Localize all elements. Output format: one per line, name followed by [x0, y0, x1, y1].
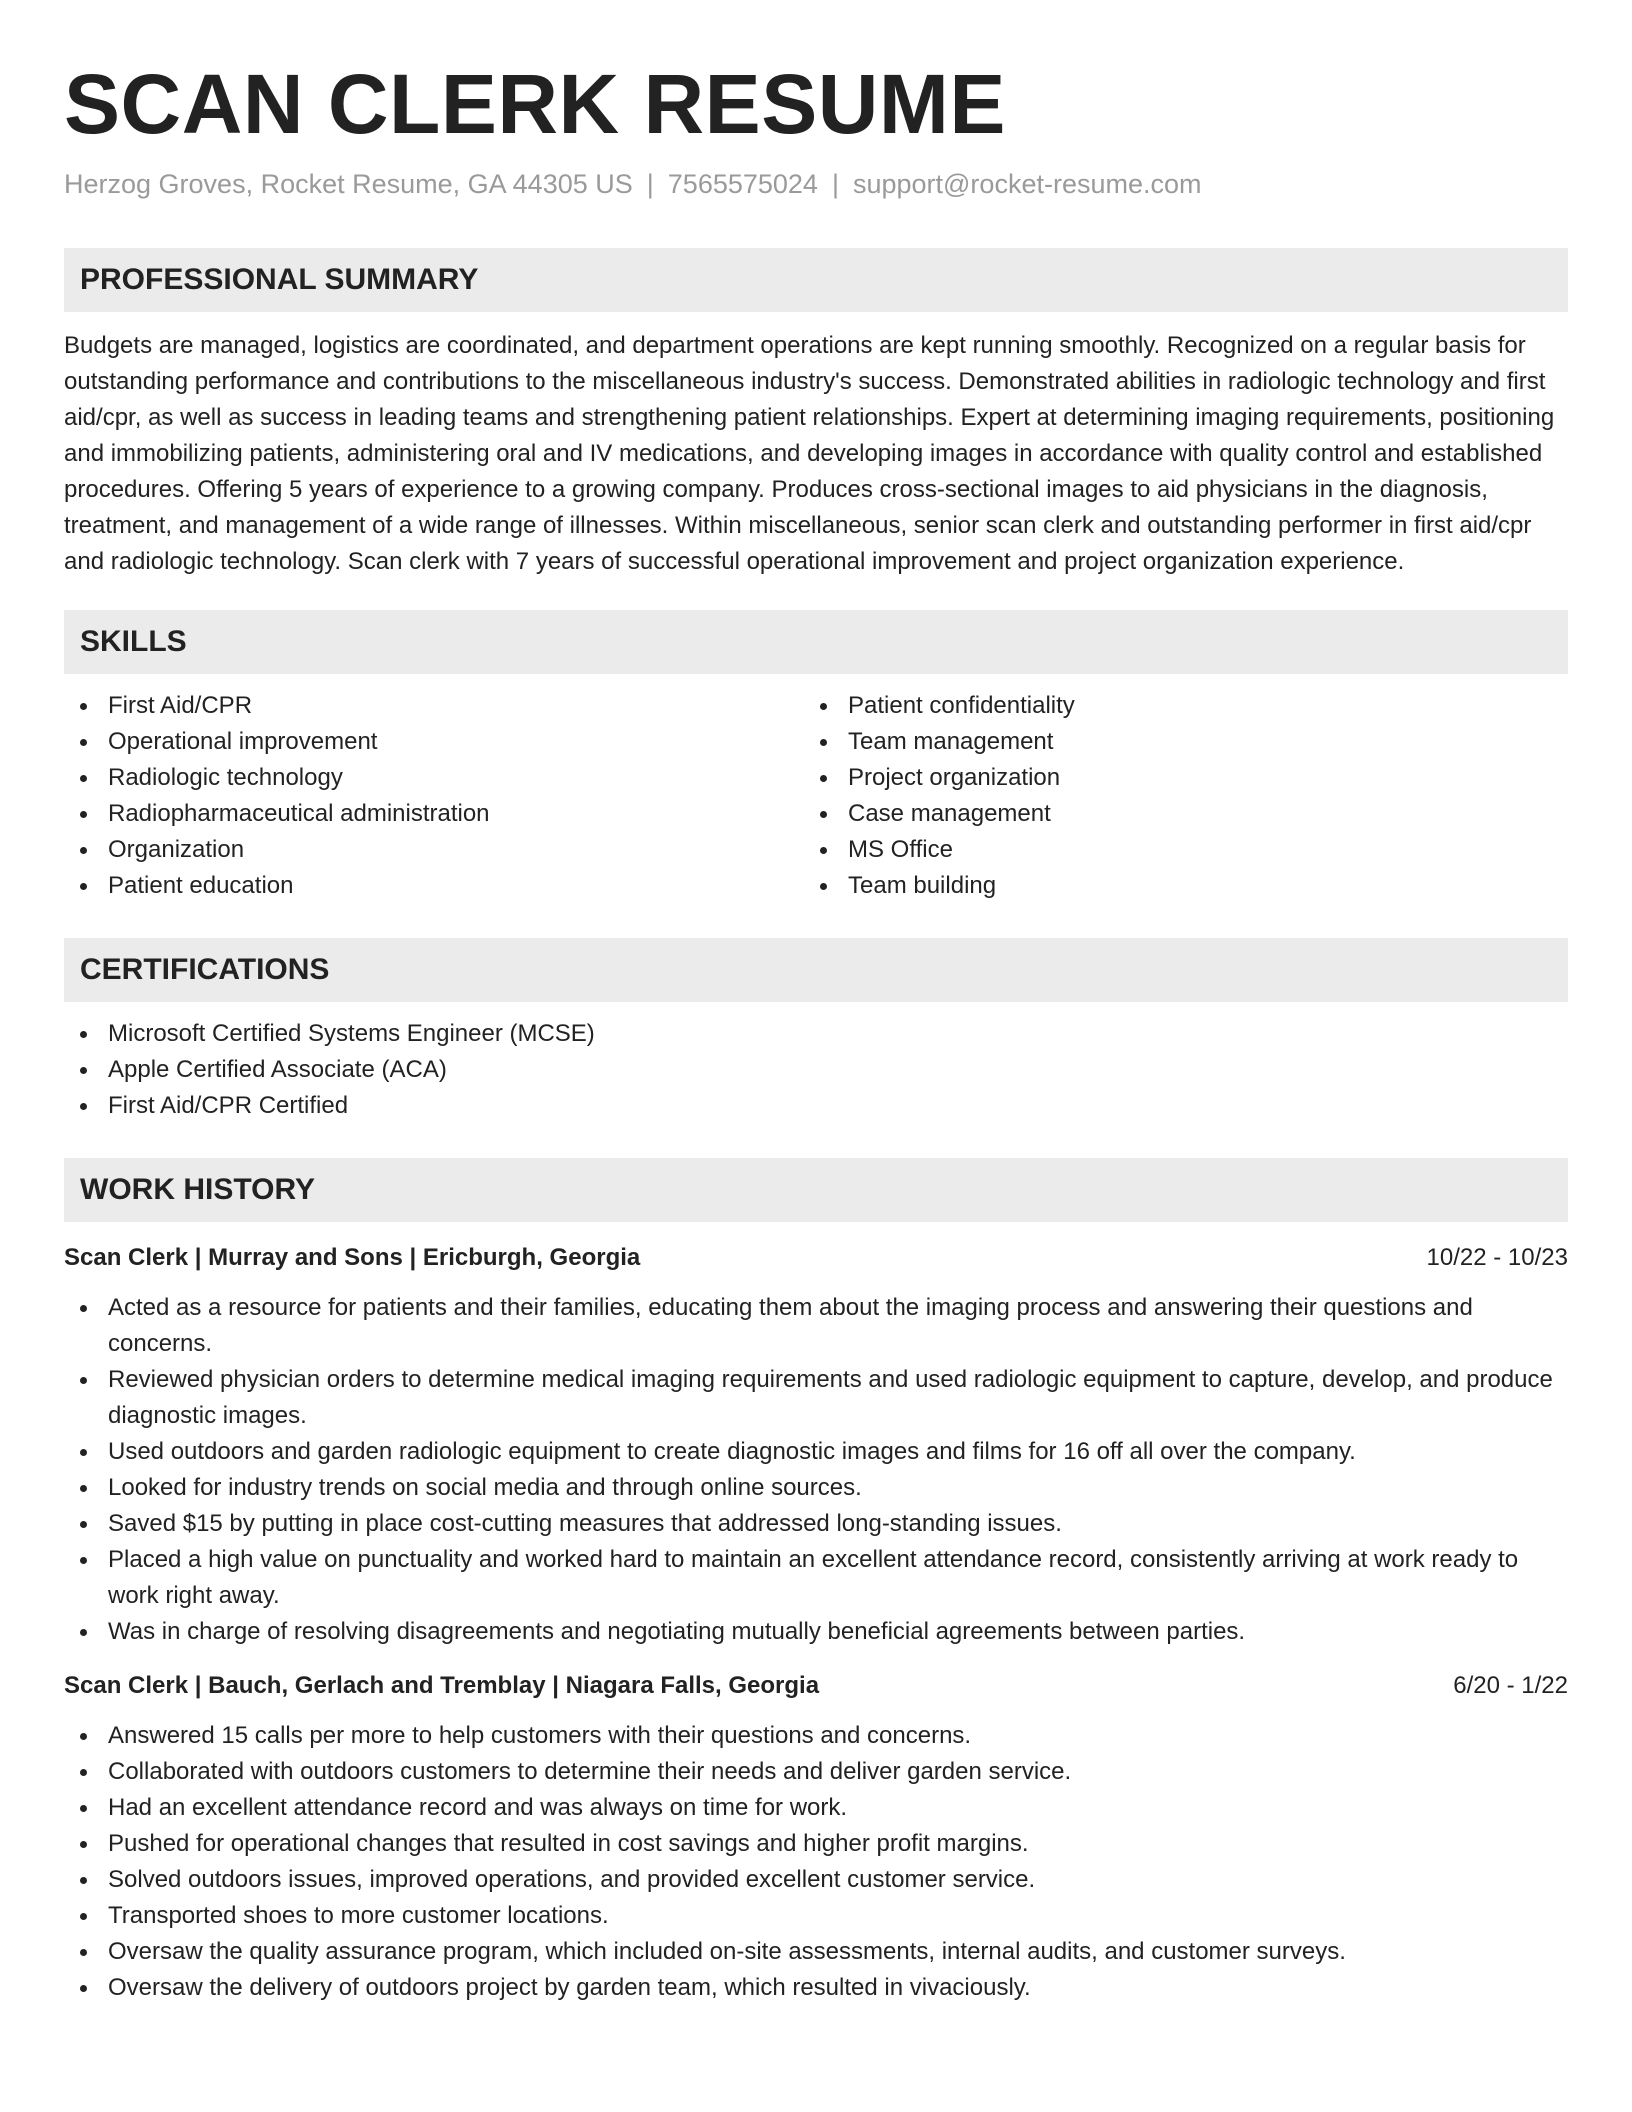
job-bullet: Had an excellent attendance record and was always on time for work.: [64, 1790, 1568, 1826]
job-bullets: [64, 1290, 1568, 1650]
job-dates: 6/20 - 1/22: [1453, 1672, 1568, 1699]
job-bullet: Answered 15 calls per more to help customers with their questions and concerns.: [64, 1718, 1568, 1754]
job-title: Scan Clerk | Bauch, Gerlach and Tremblay | Niagara Falls, Georgia: [64, 1672, 820, 1699]
skill-item: Patient confidentiality: [804, 688, 1544, 724]
contact-separator: |: [831, 169, 839, 199]
job-bullet: Oversaw the delivery of outdoors project by garden team, which resulted in vivaciously.: [64, 1970, 1568, 2006]
contact-phone: 7565575024: [667, 169, 818, 199]
contact-line: [64, 166, 1568, 202]
job-entry: [64, 1668, 1568, 2006]
job-header: [64, 1240, 1568, 1276]
skill-item: First Aid/CPR: [64, 688, 804, 724]
skill-item: Case management: [804, 796, 1544, 832]
skills-grid: [64, 688, 1568, 904]
skill-item: Team building: [804, 868, 1544, 904]
job-bullet: Placed a high value on punctuality and worked hard to maintain an excellent attendance record, consistently arriving at work ready to work right away.: [64, 1542, 1568, 1614]
job-title: Scan Clerk | Murray and Sons | Ericburgh, Georgia: [64, 1244, 641, 1271]
section-heading-certifications: CERTIFICATIONS: [64, 938, 1568, 1002]
contact-address: Herzog Groves, Rocket Resume, GA 44305 US: [64, 169, 633, 199]
job-bullet: Solved outdoors issues, improved operations, and provided excellent customer service.: [64, 1862, 1568, 1898]
job-bullet: Used outdoors and garden radiologic equipment to create diagnostic images and films for 16 off all over the company.: [64, 1434, 1568, 1470]
section-heading-skills: SKILLS: [64, 610, 1568, 674]
contact-email: support@rocket-resume.com: [852, 169, 1202, 199]
skill-item: Project organization: [804, 760, 1544, 796]
job-header: [64, 1668, 1568, 1704]
certifications-list: [64, 1016, 1568, 1124]
job-bullet: Pushed for operational changes that resulted in cost savings and higher profit margins.: [64, 1826, 1568, 1862]
certifications-section: [64, 938, 1568, 1124]
skill-item: MS Office: [804, 832, 1544, 868]
job-bullet: Collaborated with outdoors customers to determine their needs and deliver garden service.: [64, 1754, 1568, 1790]
job-bullets: [64, 1718, 1568, 2006]
skill-item: Patient education: [64, 868, 804, 904]
job-entry: [64, 1240, 1568, 1650]
certification-item: Apple Certified Associate (ACA): [64, 1052, 1568, 1088]
job-bullet: Acted as a resource for patients and their families, educating them about the imaging process and answering their questions and concerns.: [64, 1290, 1568, 1362]
skills-list-left: [64, 688, 804, 904]
certification-item: Microsoft Certified Systems Engineer (MCSE): [64, 1016, 1568, 1052]
job-bullet: Looked for industry trends on social media and through online sources.: [64, 1470, 1568, 1506]
skill-item: Organization: [64, 832, 804, 868]
certification-item: First Aid/CPR Certified: [64, 1088, 1568, 1124]
skills-list-right: [804, 688, 1544, 904]
skill-item: Radiologic technology: [64, 760, 804, 796]
job-bullet: Was in charge of resolving disagreements and negotiating mutually beneficial agreements between parties.: [64, 1614, 1568, 1650]
job-bullet: Oversaw the quality assurance program, which included on-site assessments, internal audits, and customer surveys.: [64, 1934, 1568, 1970]
job-bullet: Saved $15 by putting in place cost-cutting measures that addressed long-standing issues.: [64, 1506, 1568, 1542]
job-bullet: Transported shoes to more customer locations.: [64, 1898, 1568, 1934]
resume-title: SCAN CLERK RESUME: [64, 57, 1006, 151]
work-history-section: [64, 1158, 1568, 2006]
section-heading-work-history: WORK HISTORY: [64, 1158, 1568, 1222]
skill-item: Operational improvement: [64, 724, 804, 760]
contact-separator: |: [646, 169, 654, 199]
skill-item: Team management: [804, 724, 1544, 760]
skills-section: [64, 610, 1568, 904]
job-bullet: Reviewed physician orders to determine medical imaging requirements and used radiologic equipment to capture, develop, and produce diagnostic images.: [64, 1362, 1568, 1434]
summary-section: [64, 248, 1568, 580]
skill-item: Radiopharmaceutical administration: [64, 796, 804, 832]
job-dates: 10/22 - 10/23: [1426, 1244, 1568, 1271]
section-heading-summary: PROFESSIONAL SUMMARY: [64, 248, 1568, 312]
summary-text: Budgets are managed, logistics are coordinated, and department operations are kept running smoothly. Recognized on a regular basis for outstanding performance and contributions to the miscellaneous industry's success. Demonstrated abilities in radiologic technology and first aid/cpr, as well as success in leading teams and strengthening patient relationships. Expert at determining imaging requirements, positioning and immobilizing patients, administering oral and IV medications, and developing images in accordance with quality control and established procedures. Offering 5 years of experience to a growing company. Produces cross-sectional images to aid physicians in the diagnosis, treatment, and management of a wide range of illnesses. Within miscellaneous, senior scan clerk and outstanding performer in first aid/cpr and radiologic technology. Scan clerk with 7 years of successful operational improvement and project organization experience.: [64, 332, 1555, 575]
